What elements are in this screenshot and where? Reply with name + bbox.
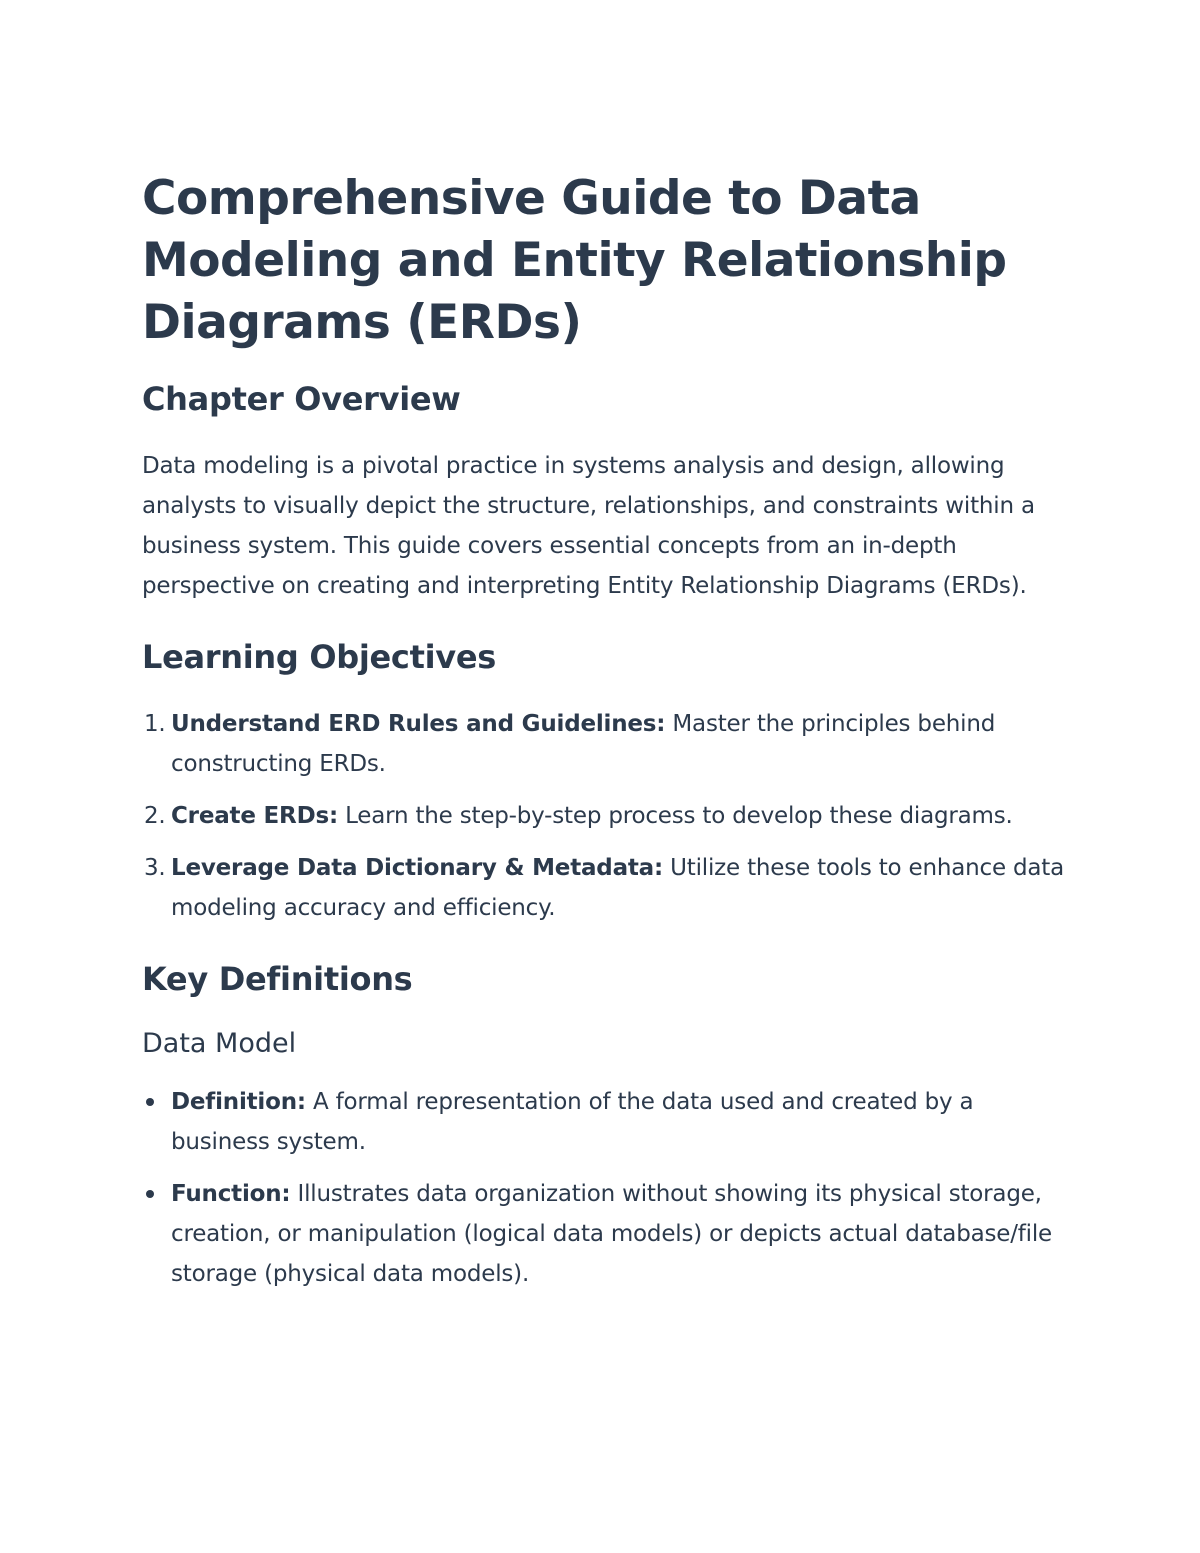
section-heading-objectives: Learning Objectives bbox=[142, 638, 496, 676]
list-number: 3. bbox=[144, 855, 166, 881]
list-item bbox=[142, 848, 1072, 928]
page-title: Comprehensive Guide to Data Modeling and Entity Relationship Diagrams (ERDs) bbox=[142, 171, 1007, 350]
list-number: 1. bbox=[144, 711, 166, 737]
item-text: Learn the step-by-step process to develop these diagrams. bbox=[337, 803, 1013, 829]
overview-paragraph: Data modeling is a pivotal practice in systems analysis and design, allowing analysts to visually depict the structure, relationships, and constraints within a business system. This guide covers essential concepts from an in-depth perspective on creating and interpreting Entity Relationship Diagrams (ERDs). bbox=[142, 453, 1035, 599]
section-heading-definitions: Key Definitions bbox=[142, 960, 413, 998]
item-term: Leverage Data Dictionary & Metadata: bbox=[171, 855, 664, 881]
definitions-list bbox=[142, 1082, 1072, 1294]
section-heading-overview: Chapter Overview bbox=[142, 380, 461, 418]
item-term: Definition: bbox=[171, 1089, 306, 1115]
item-term: Function: bbox=[171, 1181, 291, 1207]
objectives-list bbox=[142, 704, 1072, 928]
list-number: 2. bbox=[144, 803, 166, 829]
bullet-icon bbox=[146, 1098, 154, 1106]
subheading-data-model: Data Model bbox=[142, 1028, 297, 1059]
list-item bbox=[142, 796, 1072, 836]
item-text: Utilize these tools to enhance data modeling accuracy and efficiency. bbox=[171, 855, 1065, 921]
document-page bbox=[142, 168, 1072, 1324]
list-item bbox=[142, 704, 1072, 784]
list-item bbox=[142, 1174, 1072, 1294]
list-item bbox=[142, 1082, 1072, 1162]
item-text: A formal representation of the data used and created by a business system. bbox=[171, 1089, 974, 1155]
item-text: Master the principles behind constructing ERDs. bbox=[171, 711, 996, 777]
item-term: Create ERDs: bbox=[171, 803, 338, 829]
item-text: Illustrates data organization without showing its physical storage, creation, or manipulation (logical data models) or depicts actual database/file storage (physical data models). bbox=[171, 1181, 1052, 1287]
item-term: Understand ERD Rules and Guidelines: bbox=[171, 711, 666, 737]
bullet-icon bbox=[146, 1190, 154, 1198]
